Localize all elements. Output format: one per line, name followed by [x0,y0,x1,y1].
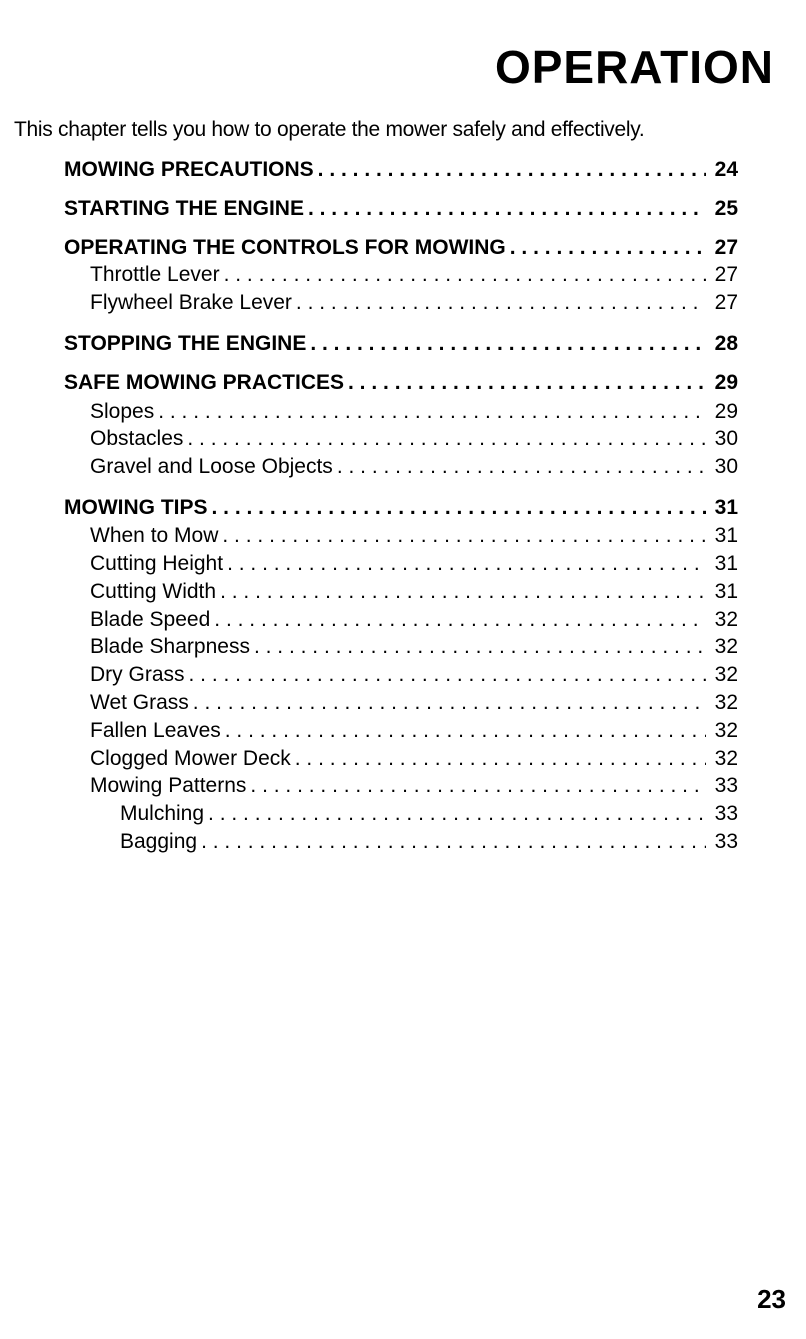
toc-entry-label: When to Mow [90,524,219,547]
toc-dot-leader [225,718,706,744]
toc-entry-label: Mowing Patterns [90,774,247,797]
toc-subentry [90,579,738,605]
toc-entry-label: Slopes [90,400,155,423]
toc-section-entry [64,370,738,396]
toc-entry-label: Gravel and Loose Objects [90,455,333,478]
toc-entry-label: Dry Grass [90,663,185,686]
toc-subentry [90,634,738,660]
toc-entry-page: 31 [714,524,738,547]
toc-dot-leader [337,454,706,480]
toc-entry-page: 31 [714,580,738,603]
toc-subentry [90,662,738,688]
toc-entry-page: 31 [714,552,738,575]
toc-entry-page: 32 [714,747,738,770]
toc-entry-label: Blade Sharpness [90,635,250,658]
toc-subentry [90,773,738,799]
toc-entry-label: Blade Speed [90,608,211,631]
toc-entry-label: Mulching [120,802,205,825]
toc-dot-leader [510,235,706,261]
toc-dot-leader [201,829,706,855]
toc-dot-leader [295,746,706,772]
toc-entry-page: 27 [714,236,738,259]
toc-dot-leader [187,426,706,452]
toc-entry-page: 30 [714,455,738,478]
toc-subentry [90,454,738,480]
toc-dot-leader [308,196,706,222]
toc-entry-label: Throttle Lever [90,263,220,286]
toc-dot-leader [227,551,706,577]
toc-entry-page: 27 [714,291,738,314]
page-title: OPERATION [494,41,774,93]
toc-subentry [90,262,738,288]
toc-subentry [90,426,738,452]
toc-entry-label: Flywheel Brake Lever [90,291,292,314]
toc-section-entry [64,235,738,261]
toc-entry-label: MOWING PRECAUTIONS [64,158,314,181]
toc-dot-leader [296,290,706,316]
toc-entry-page: 25 [714,197,738,220]
toc-entry-label: STARTING THE ENGINE [64,197,304,220]
toc-dot-leader [212,495,707,521]
toc-entry-page: 32 [714,635,738,658]
toc-entry-label: Bagging [120,830,198,853]
toc-dot-leader [208,801,706,827]
toc-entry-page: 33 [714,774,738,797]
toc-entry-label: Wet Grass [90,691,189,714]
toc-subentry [90,290,738,316]
toc-entry-page: 31 [714,496,738,519]
toc-entry-page: 30 [714,427,738,450]
toc-entry-page: 32 [714,663,738,686]
toc-subentry [90,607,738,633]
toc-dot-leader [318,157,706,183]
toc-dot-leader [189,662,707,688]
page-number: 23 [757,1284,786,1314]
toc-entry-page: 33 [714,802,738,825]
toc-subentry [90,718,738,744]
toc-subentry [90,690,738,716]
toc-entry-page: 27 [714,263,738,286]
toc-subentry [120,801,738,827]
toc-entry-page: 32 [714,719,738,742]
toc-subentry [90,551,738,577]
toc-subentry [90,746,738,772]
toc-entry-label: STOPPING THE ENGINE [64,332,307,355]
toc-section-entry [64,196,738,222]
toc-entry-label: Clogged Mower Deck [90,747,291,770]
toc-entry-label: Fallen Leaves [90,719,221,742]
toc-dot-leader [220,579,706,605]
toc-entry-label: Cutting Height [90,552,224,575]
toc-entry-label: Cutting Width [90,580,217,603]
toc-dot-leader [254,634,706,660]
toc-entry-page: 32 [714,691,738,714]
toc-dot-leader [250,773,706,799]
toc-entry-page: 28 [714,332,738,355]
toc-entry-page: 32 [714,608,738,631]
toc-entry-label: SAFE MOWING PRACTICES [64,371,345,394]
toc-section-entry [64,157,738,183]
chapter-intro: This chapter tells you how to operate the mower safely and effectively. [14,118,645,141]
toc-subentry [90,523,738,549]
toc-entry-page: 29 [714,400,738,423]
toc-dot-leader [222,523,706,549]
toc-dot-leader [214,607,706,633]
toc-subentry [90,399,738,425]
toc-section-entry [64,331,738,357]
toc-dot-leader [310,331,706,357]
toc-section-entry [64,495,738,521]
toc-dot-leader [348,370,706,396]
toc-dot-leader [224,262,706,288]
toc-subentry [120,829,738,855]
toc-dot-leader [193,690,706,716]
toc-dot-leader [158,399,706,425]
toc-entry-label: Obstacles [90,427,184,450]
toc-entry-page: 24 [714,158,738,181]
toc-entry-page: 29 [714,371,738,394]
toc-entry-label: OPERATING THE CONTROLS FOR MOWING [64,236,506,259]
toc-entry-label: MOWING TIPS [64,496,208,519]
toc-entry-page: 33 [714,830,738,853]
